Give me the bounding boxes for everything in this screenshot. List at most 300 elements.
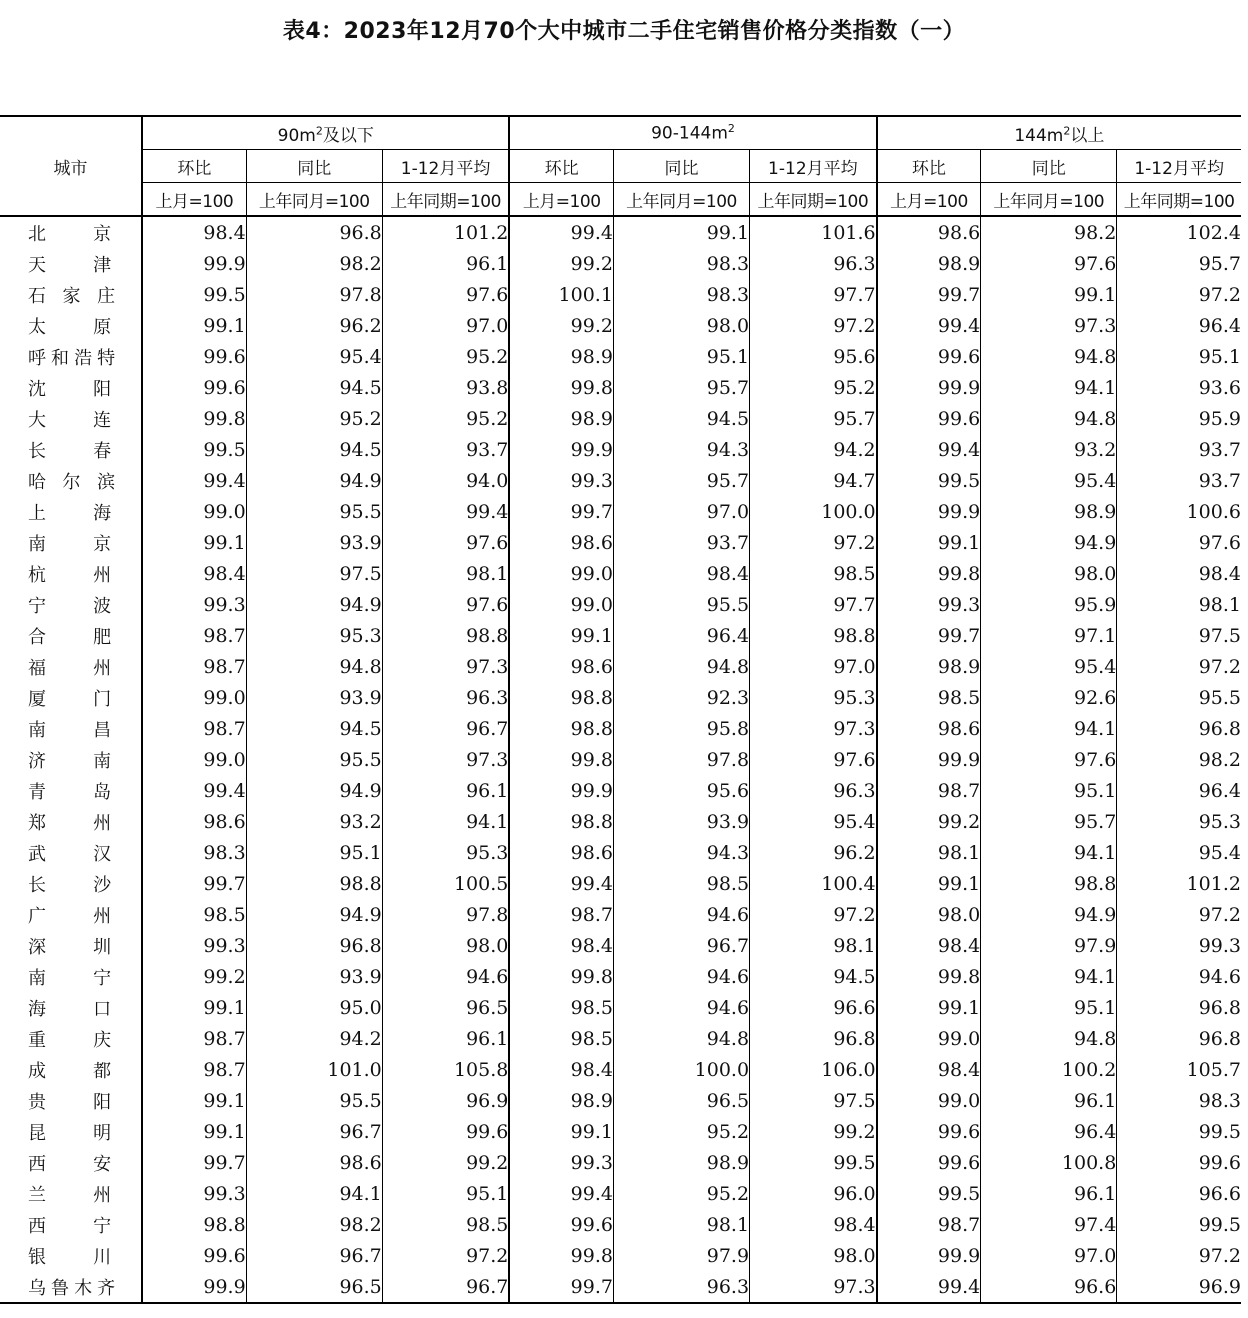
index-value: 97.6 — [382, 589, 509, 620]
index-value: 97.5 — [1117, 620, 1241, 651]
index-value: 97.0 — [382, 310, 509, 341]
index-value: 98.2 — [1117, 744, 1241, 775]
index-value: 94.1 — [981, 372, 1117, 403]
index-value: 96.1 — [382, 248, 509, 279]
city-name: 海口 — [28, 998, 112, 1020]
base-header-cell: 上年同期=100 — [382, 183, 509, 217]
index-value: 97.5 — [750, 1085, 877, 1116]
index-value: 95.1 — [981, 992, 1117, 1023]
index-value: 99.6 — [142, 341, 246, 372]
index-value: 97.6 — [981, 744, 1117, 775]
subheader-cell: 环比 — [877, 150, 981, 183]
city-name: 济南 — [28, 750, 112, 772]
city-name: 天津 — [28, 254, 112, 276]
table-row — [0, 1023, 1241, 1054]
index-value: 94.5 — [246, 372, 382, 403]
index-value: 99.6 — [509, 1209, 613, 1240]
table-row — [0, 992, 1241, 1023]
base-header-cell: 上年同期=100 — [1117, 183, 1241, 217]
city-name: 兰州 — [28, 1184, 112, 1206]
index-value: 97.2 — [382, 1240, 509, 1271]
index-value: 94.8 — [981, 1023, 1117, 1054]
table-row — [0, 961, 1241, 992]
city-name: 上海 — [28, 502, 112, 524]
index-value: 94.6 — [613, 961, 749, 992]
index-value: 96.7 — [382, 713, 509, 744]
index-value: 97.8 — [382, 899, 509, 930]
index-value: 99.7 — [142, 868, 246, 899]
index-value: 99.6 — [1117, 1147, 1241, 1178]
index-value: 94.1 — [981, 961, 1117, 992]
subheader-cell: 同比 — [246, 150, 382, 183]
index-value: 99.2 — [877, 806, 981, 837]
base-header-cell: 上年同月=100 — [981, 183, 1117, 217]
index-value: 99.2 — [142, 961, 246, 992]
index-value: 93.9 — [246, 527, 382, 558]
section-header-small: $90m^2$及以下 — [142, 116, 509, 150]
index-value: 98.0 — [750, 1240, 877, 1271]
index-value: 99.8 — [509, 744, 613, 775]
index-value: 94.9 — [246, 775, 382, 806]
index-value: 99.3 — [509, 1147, 613, 1178]
base-header-cell: 上年同月=100 — [613, 183, 749, 217]
index-value: 98.5 — [509, 992, 613, 1023]
index-value: 99.0 — [142, 682, 246, 713]
index-value: 96.8 — [246, 930, 382, 961]
index-value: 98.0 — [382, 930, 509, 961]
city-name: 呼和浩特 — [28, 347, 116, 369]
index-value: 98.4 — [509, 930, 613, 961]
index-value: 100.4 — [750, 868, 877, 899]
index-value: 93.7 — [1117, 465, 1241, 496]
index-value: 100.5 — [382, 868, 509, 899]
index-value: 96.3 — [613, 1271, 749, 1303]
index-value: 99.8 — [509, 372, 613, 403]
index-value: 94.9 — [246, 899, 382, 930]
section-header-medium: $90-144m^2$ — [509, 116, 876, 150]
index-value: 99.9 — [142, 248, 246, 279]
index-value: 94.8 — [246, 651, 382, 682]
table-row — [0, 496, 1241, 527]
index-value: 99.1 — [142, 527, 246, 558]
index-value: 96.4 — [1117, 310, 1241, 341]
table-row — [0, 713, 1241, 744]
index-value: 98.3 — [613, 279, 749, 310]
index-value: 96.8 — [1117, 713, 1241, 744]
table-row — [0, 1240, 1241, 1271]
subheader-cell: 环比 — [142, 150, 246, 183]
index-value: 99.4 — [382, 496, 509, 527]
index-value: 98.6 — [509, 837, 613, 868]
index-value: 99.9 — [877, 496, 981, 527]
table-row — [0, 372, 1241, 403]
index-value: 94.1 — [246, 1178, 382, 1209]
index-value: 97.2 — [750, 310, 877, 341]
index-value: 95.5 — [246, 496, 382, 527]
base-header-cell: 上月=100 — [877, 183, 981, 217]
index-value: 98.5 — [142, 899, 246, 930]
index-value: 97.8 — [613, 744, 749, 775]
index-value: 95.1 — [981, 775, 1117, 806]
index-value: 92.6 — [981, 682, 1117, 713]
table-row — [0, 775, 1241, 806]
index-value: 99.6 — [142, 372, 246, 403]
subheader-cell: 1-12月平均 — [1117, 150, 1241, 183]
index-value: 97.2 — [1117, 279, 1241, 310]
index-value: 102.4 — [1117, 216, 1241, 248]
index-value: 101.2 — [382, 216, 509, 248]
base-header-cell: 上年同月=100 — [246, 183, 382, 217]
index-value: 94.6 — [613, 899, 749, 930]
city-name: 长沙 — [28, 874, 112, 896]
index-value: 93.9 — [246, 961, 382, 992]
index-value: 94.5 — [613, 403, 749, 434]
section-header-large: $144m^2$以上 — [877, 116, 1241, 150]
index-value: 95.4 — [750, 806, 877, 837]
city-name: 沈阳 — [28, 378, 112, 400]
city-name: 长春 — [28, 440, 112, 462]
index-value: 94.7 — [750, 465, 877, 496]
index-value: 95.1 — [382, 1178, 509, 1209]
index-value: 95.6 — [613, 775, 749, 806]
index-value: 98.8 — [750, 620, 877, 651]
index-value: 95.9 — [1117, 403, 1241, 434]
index-value: 96.8 — [750, 1023, 877, 1054]
index-value: 96.8 — [1117, 992, 1241, 1023]
index-value: 98.7 — [142, 713, 246, 744]
table-row — [0, 682, 1241, 713]
city-name: 南京 — [28, 533, 112, 555]
index-value: 94.1 — [981, 837, 1117, 868]
index-value: 99.4 — [142, 775, 246, 806]
index-value: 92.3 — [613, 682, 749, 713]
price-index-table — [0, 115, 1241, 1304]
index-value: 93.7 — [613, 527, 749, 558]
index-value: 94.5 — [246, 434, 382, 465]
index-value: 94.5 — [246, 713, 382, 744]
table-row — [0, 837, 1241, 868]
index-value: 97.0 — [613, 496, 749, 527]
index-value: 96.6 — [981, 1271, 1117, 1303]
index-value: 96.1 — [981, 1178, 1117, 1209]
index-value: 99.1 — [142, 992, 246, 1023]
index-value: 94.3 — [613, 434, 749, 465]
index-value: 99.5 — [142, 279, 246, 310]
index-value: 95.5 — [246, 1085, 382, 1116]
index-value: 98.7 — [142, 1023, 246, 1054]
index-value: 99.8 — [877, 961, 981, 992]
table-title: 表4：2023年12月70个大中城市二手住宅销售价格分类指数（一） — [282, 19, 966, 44]
index-value: 101.2 — [1117, 868, 1241, 899]
index-value: 95.5 — [1117, 682, 1241, 713]
index-value: 98.0 — [981, 558, 1117, 589]
index-value: 95.2 — [382, 341, 509, 372]
index-value: 99.9 — [142, 1271, 246, 1303]
index-value: 96.7 — [246, 1116, 382, 1147]
index-value: 96.9 — [1117, 1271, 1241, 1303]
index-value: 94.1 — [981, 713, 1117, 744]
index-value: 97.9 — [613, 1240, 749, 1271]
index-value: 98.8 — [382, 620, 509, 651]
index-value: 99.7 — [142, 1147, 246, 1178]
index-value: 97.2 — [1117, 651, 1241, 682]
index-value: 101.6 — [750, 216, 877, 248]
index-value: 95.5 — [246, 744, 382, 775]
index-value: 95.4 — [981, 651, 1117, 682]
index-value: 96.5 — [382, 992, 509, 1023]
city-name: 武汉 — [28, 843, 112, 865]
index-value: 93.6 — [1117, 372, 1241, 403]
table-row — [0, 1271, 1241, 1303]
index-value: 99.6 — [877, 341, 981, 372]
index-value: 99.7 — [509, 496, 613, 527]
city-column-header: 城市 — [0, 116, 142, 216]
index-value: 98.5 — [382, 1209, 509, 1240]
index-value: 96.2 — [750, 837, 877, 868]
index-value: 98.1 — [613, 1209, 749, 1240]
index-value: 99.9 — [877, 744, 981, 775]
index-value: 100.0 — [613, 1054, 749, 1085]
index-value: 99.0 — [509, 589, 613, 620]
index-value: 97.6 — [382, 527, 509, 558]
index-value: 99.4 — [509, 216, 613, 248]
index-value: 95.7 — [613, 465, 749, 496]
index-value: 94.9 — [246, 465, 382, 496]
index-value: 93.2 — [246, 806, 382, 837]
index-value: 99.4 — [877, 1271, 981, 1303]
index-value: 96.8 — [246, 216, 382, 248]
index-value: 94.3 — [613, 837, 749, 868]
city-name: 福州 — [28, 657, 112, 679]
index-value: 96.4 — [1117, 775, 1241, 806]
index-value: 99.6 — [877, 1116, 981, 1147]
city-name: 银川 — [28, 1246, 112, 1268]
city-name: 北京 — [28, 223, 112, 245]
index-value: 93.7 — [1117, 434, 1241, 465]
index-value: 99.5 — [750, 1147, 877, 1178]
city-name: 太原 — [28, 316, 112, 338]
index-value: 99.1 — [877, 527, 981, 558]
index-value: 95.7 — [750, 403, 877, 434]
index-value: 95.3 — [382, 837, 509, 868]
city-name: 南昌 — [28, 719, 112, 741]
table-row — [0, 651, 1241, 682]
index-value: 94.8 — [981, 341, 1117, 372]
index-value: 99.5 — [142, 434, 246, 465]
index-value: 93.9 — [613, 806, 749, 837]
index-value: 97.6 — [382, 279, 509, 310]
index-value: 99.6 — [877, 1147, 981, 1178]
index-value: 96.5 — [613, 1085, 749, 1116]
index-value: 98.6 — [509, 651, 613, 682]
index-value: 98.8 — [509, 806, 613, 837]
index-value: 98.7 — [877, 1209, 981, 1240]
subheader-cell: 1-12月平均 — [750, 150, 877, 183]
index-value: 97.5 — [246, 558, 382, 589]
index-value: 99.9 — [509, 775, 613, 806]
table-row — [0, 620, 1241, 651]
index-value: 97.6 — [1117, 527, 1241, 558]
index-value: 98.8 — [509, 713, 613, 744]
index-value: 97.7 — [750, 589, 877, 620]
index-value: 98.7 — [877, 775, 981, 806]
index-value: 97.3 — [382, 744, 509, 775]
table-row — [0, 1209, 1241, 1240]
index-value: 96.4 — [981, 1116, 1117, 1147]
table-row — [0, 806, 1241, 837]
index-value: 99.1 — [509, 1116, 613, 1147]
index-value: 101.0 — [246, 1054, 382, 1085]
index-value: 99.6 — [382, 1116, 509, 1147]
index-value: 99.0 — [877, 1023, 981, 1054]
index-value: 99.5 — [1117, 1209, 1241, 1240]
index-value: 95.5 — [613, 589, 749, 620]
index-value: 100.8 — [981, 1147, 1117, 1178]
city-name: 贵阳 — [28, 1091, 112, 1113]
index-value: 96.2 — [246, 310, 382, 341]
index-value: 98.8 — [246, 868, 382, 899]
city-name: 成都 — [28, 1060, 112, 1082]
index-value: 95.0 — [246, 992, 382, 1023]
index-value: 98.5 — [613, 868, 749, 899]
index-value: 95.1 — [246, 837, 382, 868]
index-value: 98.9 — [877, 651, 981, 682]
index-value: 93.9 — [246, 682, 382, 713]
city-name: 郑州 — [28, 812, 112, 834]
index-value: 97.1 — [981, 620, 1117, 651]
index-value: 96.3 — [750, 248, 877, 279]
city-name: 乌鲁木齐 — [0, 1271, 142, 1303]
index-value: 98.8 — [981, 868, 1117, 899]
index-value: 99.3 — [509, 465, 613, 496]
index-value: 98.9 — [613, 1147, 749, 1178]
index-value: 96.3 — [382, 682, 509, 713]
index-value: 95.7 — [1117, 248, 1241, 279]
index-value: 98.1 — [877, 837, 981, 868]
index-value: 96.3 — [750, 775, 877, 806]
index-value: 98.9 — [509, 1085, 613, 1116]
index-value: 95.1 — [613, 341, 749, 372]
index-value: 99.3 — [1117, 930, 1241, 961]
index-value: 97.7 — [750, 279, 877, 310]
table-row — [0, 1085, 1241, 1116]
table-row — [0, 558, 1241, 589]
index-value: 105.8 — [382, 1054, 509, 1085]
index-value: 99.9 — [877, 372, 981, 403]
index-value: 98.3 — [1117, 1085, 1241, 1116]
table-row — [0, 899, 1241, 930]
index-value: 98.1 — [382, 558, 509, 589]
index-value: 99.0 — [142, 496, 246, 527]
index-value: 98.0 — [613, 310, 749, 341]
index-value: 99.7 — [877, 620, 981, 651]
index-value: 98.7 — [142, 620, 246, 651]
index-value: 95.2 — [750, 372, 877, 403]
index-value: 97.4 — [981, 1209, 1117, 1240]
index-value: 97.8 — [246, 279, 382, 310]
index-value: 99.4 — [142, 465, 246, 496]
index-value: 97.3 — [382, 651, 509, 682]
index-value: 99.6 — [142, 1240, 246, 1271]
index-value: 95.4 — [246, 341, 382, 372]
index-value: 96.5 — [246, 1271, 382, 1303]
index-value: 98.4 — [1117, 558, 1241, 589]
index-value: 98.8 — [142, 1209, 246, 1240]
index-value: 99.8 — [509, 961, 613, 992]
index-value: 99.1 — [142, 310, 246, 341]
index-value: 95.3 — [1117, 806, 1241, 837]
index-value: 99.1 — [981, 279, 1117, 310]
index-value: 99.3 — [142, 1178, 246, 1209]
table-row — [0, 1054, 1241, 1085]
index-value: 98.6 — [877, 216, 981, 248]
index-value: 96.7 — [382, 1271, 509, 1303]
index-value: 96.8 — [1117, 1023, 1241, 1054]
index-value: 98.3 — [613, 248, 749, 279]
index-value: 97.2 — [1117, 1240, 1241, 1271]
table-row — [0, 216, 1241, 248]
index-value: 95.2 — [613, 1178, 749, 1209]
index-value: 98.4 — [877, 930, 981, 961]
index-value: 97.2 — [750, 527, 877, 558]
city-name: 西安 — [28, 1153, 112, 1175]
index-value: 99.3 — [142, 930, 246, 961]
index-value: 98.4 — [142, 558, 246, 589]
index-value: 93.7 — [382, 434, 509, 465]
subheader-cell: 同比 — [981, 150, 1117, 183]
city-name: 大连 — [28, 409, 112, 431]
index-value: 97.6 — [981, 248, 1117, 279]
index-value: 99.3 — [142, 589, 246, 620]
index-value: 98.7 — [142, 651, 246, 682]
index-value: 97.6 — [750, 744, 877, 775]
city-name: 重庆 — [28, 1029, 112, 1051]
index-value: 95.7 — [613, 372, 749, 403]
index-value: 96.7 — [246, 1240, 382, 1271]
index-value: 99.2 — [509, 248, 613, 279]
index-value: 99.1 — [509, 620, 613, 651]
index-value: 99.2 — [750, 1116, 877, 1147]
index-value: 98.0 — [877, 899, 981, 930]
index-value: 106.0 — [750, 1054, 877, 1085]
city-name: 杭州 — [28, 564, 112, 586]
table-row — [0, 310, 1241, 341]
index-value: 95.4 — [981, 465, 1117, 496]
index-value: 94.9 — [981, 527, 1117, 558]
index-value: 100.1 — [509, 279, 613, 310]
index-value: 96.4 — [613, 620, 749, 651]
index-value: 98.7 — [509, 899, 613, 930]
city-name: 广州 — [28, 905, 112, 927]
index-value: 94.8 — [981, 403, 1117, 434]
city-name: 宁波 — [28, 595, 112, 617]
city-name: 厦门 — [28, 688, 112, 710]
table-row — [0, 744, 1241, 775]
index-value: 97.3 — [750, 713, 877, 744]
index-value: 99.1 — [877, 992, 981, 1023]
index-value: 98.4 — [877, 1054, 981, 1085]
index-value: 95.3 — [246, 620, 382, 651]
index-value: 98.9 — [509, 341, 613, 372]
index-value: 99.0 — [142, 744, 246, 775]
index-value: 96.1 — [981, 1085, 1117, 1116]
index-value: 98.5 — [509, 1023, 613, 1054]
index-value: 98.5 — [750, 558, 877, 589]
index-value: 98.7 — [142, 1054, 246, 1085]
table-row — [0, 868, 1241, 899]
city-name: 青岛 — [28, 781, 112, 803]
index-value: 94.9 — [981, 899, 1117, 930]
